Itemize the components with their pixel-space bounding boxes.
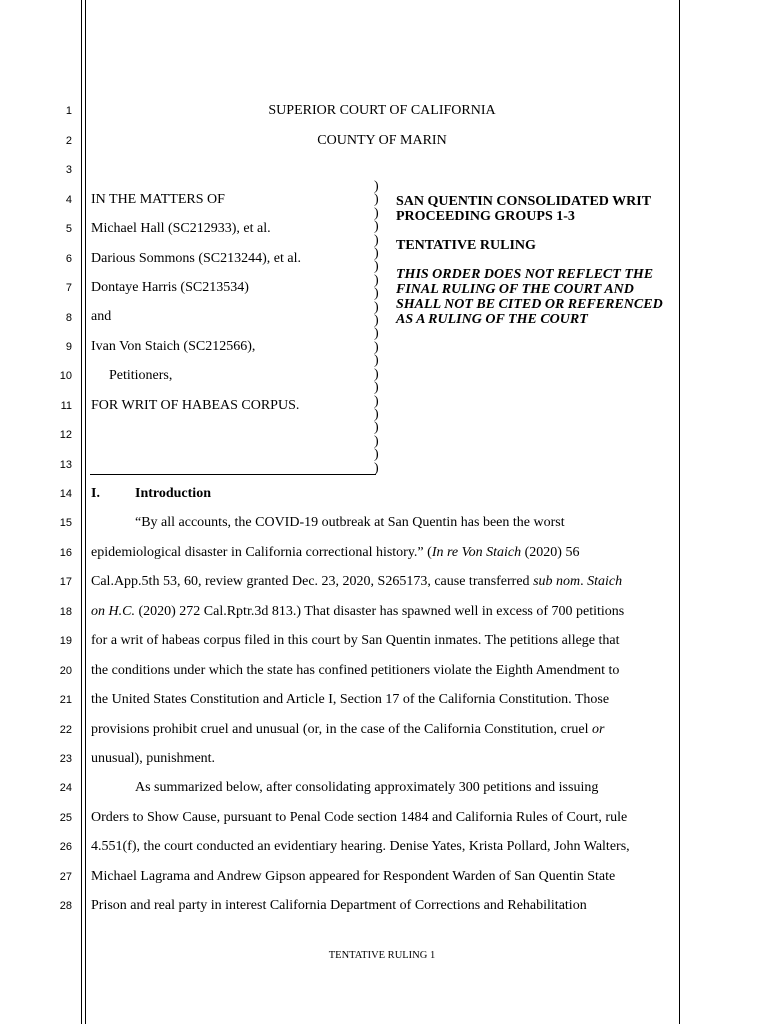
body-line bbox=[91, 574, 622, 590]
line-number: 6 bbox=[65, 253, 72, 265]
line-number: 8 bbox=[65, 312, 72, 324]
caption-line: Ivan Von Staich (SC212566), bbox=[91, 339, 256, 354]
line-number: 23 bbox=[59, 753, 72, 765]
line-number: 12 bbox=[59, 429, 72, 441]
body-line: the conditions under which the state has confined petitioners violate the Eighth Amendment to bbox=[91, 663, 620, 678]
body-line: the United States Constitution and Article I, Section 17 of the California Constitution. Those bbox=[91, 692, 610, 707]
line-number: 20 bbox=[59, 665, 72, 677]
section-number: I. bbox=[91, 486, 100, 501]
line-number: 27 bbox=[59, 871, 72, 883]
caption-line: Dontaye Harris (SC213534) bbox=[91, 280, 249, 295]
left-margin-rule-outer bbox=[81, 0, 82, 1024]
line-number: 26 bbox=[59, 841, 72, 853]
line-number: 4 bbox=[65, 194, 72, 206]
line-number: 17 bbox=[59, 576, 72, 588]
body-text-run: epidemiological disaster in California correctional history.” ( bbox=[91, 545, 432, 560]
case-citation: Staich bbox=[587, 574, 623, 589]
emphasis: or bbox=[592, 722, 605, 737]
caption-line: and bbox=[91, 309, 112, 324]
line-number: 1 bbox=[65, 105, 72, 117]
line-number: 22 bbox=[59, 724, 72, 736]
body-text-run: (2020) 272 Cal.Rptr.3d 813.) That disaster has spawned well in excess of 700 petitions bbox=[134, 604, 625, 619]
body-line: Prison and real party in interest California Department of Corrections and Rehabilitation bbox=[91, 898, 587, 913]
body-line bbox=[91, 545, 579, 561]
body-line: for a writ of habeas corpus filed in this court by San Quentin inmates. The petitions allege that bbox=[91, 633, 620, 648]
line-number: 19 bbox=[59, 635, 72, 647]
line-number: 25 bbox=[59, 812, 72, 824]
line-number: 18 bbox=[59, 606, 72, 618]
caption-line: Darious Sommons (SC213244), et al. bbox=[91, 251, 301, 266]
line-number: 9 bbox=[65, 341, 72, 353]
caption-title-line-2: PROCEEDING GROUPS 1-3 bbox=[396, 209, 575, 224]
line-number: 28 bbox=[59, 900, 72, 912]
page-footer: TENTATIVE RULING 1 bbox=[328, 950, 436, 961]
caption-paren-column: ) ) ) ) ) ) ) ) ) ) ) ) ) ) ) ) ) ) ) ) ) ) bbox=[374, 179, 379, 476]
caption-line: FOR WRIT OF HABEAS CORPUS. bbox=[91, 398, 300, 413]
body-line: 4.551(f), the court conducted an evidentiary hearing. Denise Yates, Krista Pollard, John Walters, bbox=[91, 839, 630, 854]
body-text-run: provisions prohibit cruel and unusual (or, in the case of the California Constitution, cruel bbox=[91, 722, 592, 737]
section-heading: Introduction bbox=[135, 486, 211, 501]
body-line: Orders to Show Cause, pursuant to Penal Code section 1484 and California Rules of Court, rule bbox=[91, 810, 628, 825]
line-number: 14 bbox=[59, 488, 72, 500]
caption-rule bbox=[90, 474, 376, 475]
body-text-run: . bbox=[580, 574, 588, 589]
body-text-run: (2020) 56 bbox=[521, 545, 580, 560]
court-name: SUPERIOR COURT OF CALIFORNIA bbox=[268, 103, 496, 118]
line-number: 7 bbox=[65, 282, 72, 294]
body-line: “By all accounts, the COVID-19 outbreak at San Quentin has been the worst bbox=[135, 515, 565, 530]
body-line: unusual), punishment. bbox=[91, 751, 216, 766]
caption-title-line-1: SAN QUENTIN CONSOLIDATED WRIT bbox=[396, 194, 652, 209]
line-number: 3 bbox=[65, 164, 72, 176]
caption-line: IN THE MATTERS OF bbox=[91, 192, 225, 207]
line-number: 11 bbox=[60, 400, 72, 412]
line-number: 21 bbox=[59, 694, 72, 706]
not-final-notice: THIS ORDER DOES NOT REFLECT THE FINAL RULING OF THE COURT AND SHALL NOT BE CITED OR REFERENCED AS A RULING OF THE COURT bbox=[396, 267, 663, 327]
tentative-ruling-label: TENTATIVE RULING bbox=[396, 238, 536, 253]
county-name: COUNTY OF MARIN bbox=[317, 133, 447, 148]
line-number: 2 bbox=[65, 135, 72, 147]
line-number: 5 bbox=[65, 223, 72, 235]
body-line bbox=[91, 722, 604, 738]
line-number: 24 bbox=[59, 782, 72, 794]
body-line bbox=[91, 604, 624, 620]
left-margin-rule-inner bbox=[85, 0, 86, 1024]
caption-line: Petitioners, bbox=[109, 368, 173, 383]
body-text-run: Cal.App.5th 53, 60, review granted Dec. 23, 2020, S265173, cause transferred bbox=[91, 574, 534, 589]
caption-line: Michael Hall (SC212933), et al. bbox=[91, 221, 271, 236]
caption-title bbox=[396, 194, 681, 224]
line-number: 10 bbox=[59, 370, 72, 382]
right-margin-rule bbox=[679, 0, 680, 1024]
latin-term: sub nom bbox=[533, 574, 581, 589]
body-line: As summarized below, after consolidating approximately 300 petitions and issuing bbox=[135, 780, 599, 795]
line-number: 13 bbox=[59, 459, 72, 471]
line-number: 15 bbox=[59, 517, 72, 529]
body-line: Michael Lagrama and Andrew Gipson appeared for Respondent Warden of San Quentin State bbox=[91, 869, 616, 884]
case-citation: on H.C. bbox=[91, 604, 135, 619]
line-number: 16 bbox=[59, 547, 72, 559]
case-citation: In re Von Staich bbox=[431, 545, 522, 560]
